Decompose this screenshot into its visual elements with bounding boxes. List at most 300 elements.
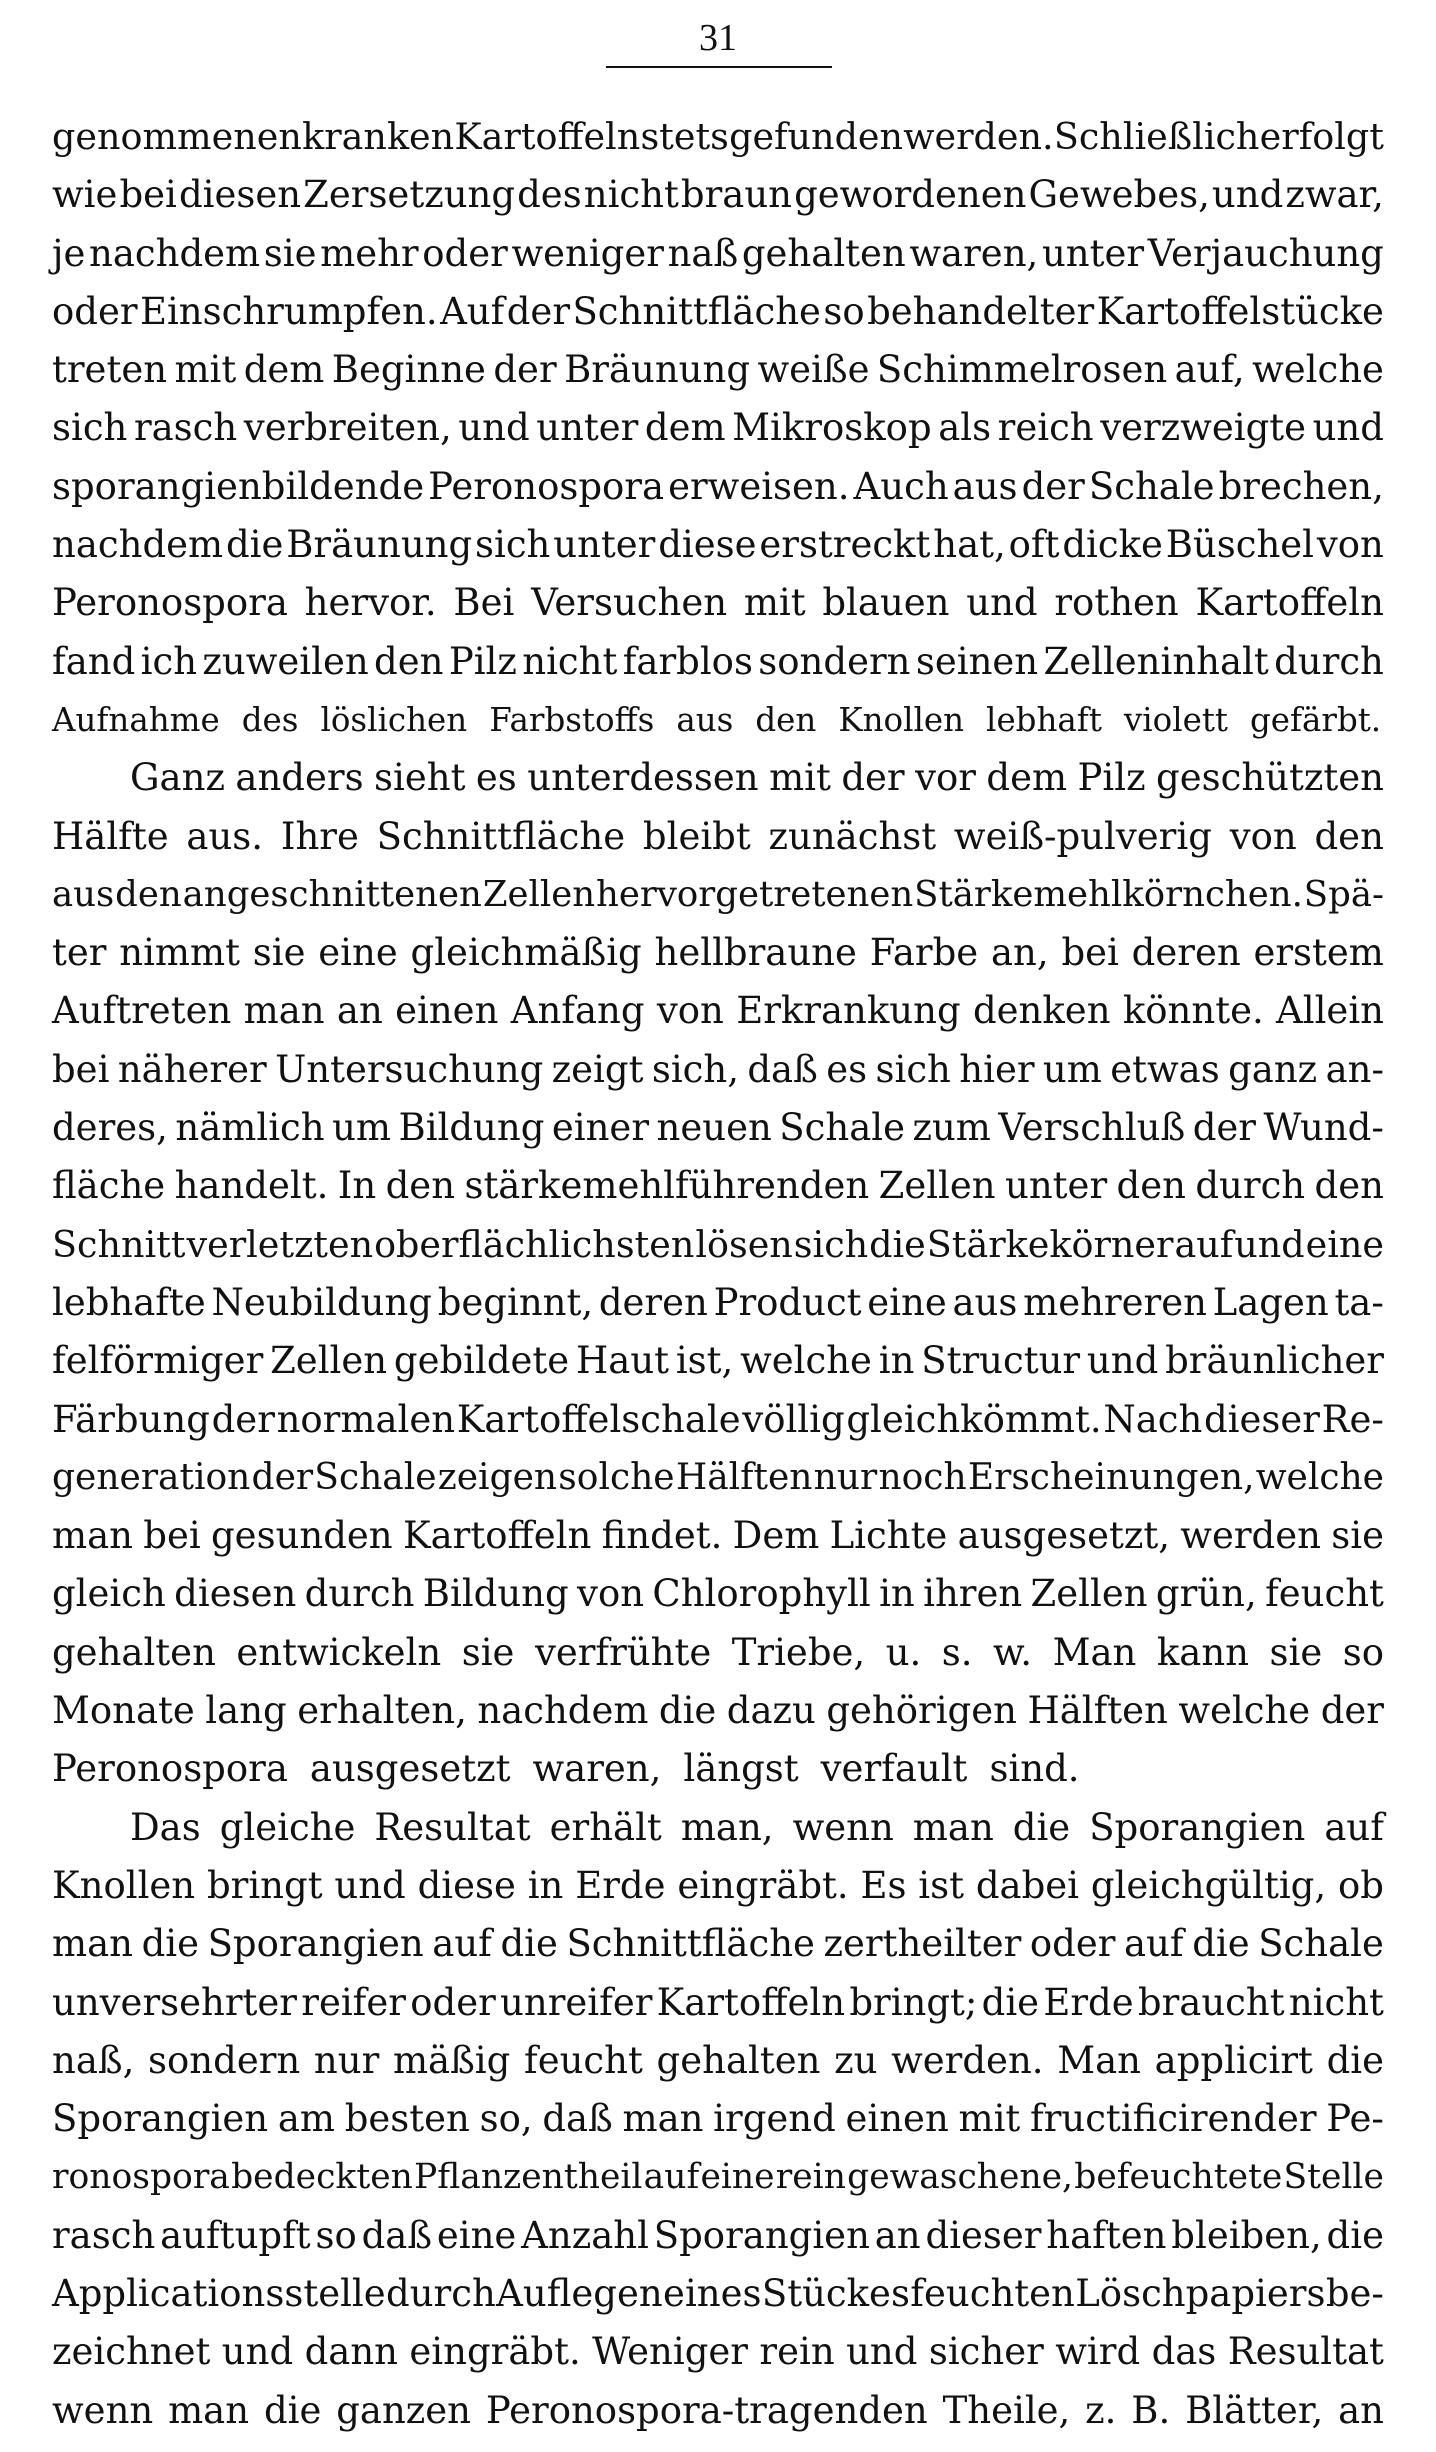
text-line — [52, 691, 1384, 749]
word: wenn — [792, 1805, 894, 1849]
text-line — [52, 1857, 1384, 1915]
word: zu — [834, 2038, 878, 2082]
word: gefunden — [729, 115, 904, 158]
word: weiß-pulverig — [953, 814, 1212, 858]
word: findet. — [601, 1514, 723, 1558]
word: etwas — [1110, 1047, 1220, 1091]
text-line — [52, 1915, 1384, 1973]
word: rasch — [133, 406, 238, 450]
word: Re- — [1321, 1397, 1384, 1441]
word: violett — [1123, 700, 1228, 739]
word: zeigt — [551, 1047, 644, 1091]
word: zeigen — [437, 1456, 558, 1498]
word: um — [332, 1106, 392, 1150]
word: bleibt — [642, 814, 751, 858]
word: Pilz — [1077, 756, 1146, 800]
word: entwickeln — [236, 1630, 442, 1674]
word: solche — [558, 1456, 675, 1498]
word: auf — [432, 1922, 492, 1966]
word: Einschrumpfen. — [139, 289, 438, 333]
word: gehalten — [656, 2038, 821, 2082]
word: auf — [1174, 1222, 1234, 1266]
word: unreifer — [500, 1980, 653, 2024]
word: die — [658, 1689, 717, 1733]
word: Sporangien — [1089, 1805, 1306, 1849]
word: diesen — [178, 173, 302, 217]
word: dem — [986, 756, 1068, 800]
word: ist, — [675, 1339, 734, 1383]
word: Zellen — [1030, 1572, 1148, 1616]
word: unversehrter — [52, 1980, 297, 2024]
word: hier — [959, 1047, 1035, 1091]
word: gewordenen — [794, 173, 1027, 217]
word: Allein — [1276, 989, 1384, 1033]
word: die — [225, 523, 284, 567]
word: Chlorophyll — [652, 1572, 871, 1616]
word: eine — [867, 1280, 947, 1324]
word: so — [315, 2213, 357, 2257]
word: oder — [52, 289, 138, 333]
text-line — [52, 1449, 1384, 1507]
word: wenn — [52, 2388, 154, 2432]
word: Schnittfläche — [572, 289, 821, 333]
text-line — [52, 1332, 1384, 1390]
word: man — [52, 1514, 133, 1558]
word: braun — [680, 173, 792, 217]
word: Anzahl — [521, 2213, 649, 2257]
word: lösen — [695, 1222, 793, 1266]
word: erhalten, — [297, 1689, 467, 1733]
word: sie — [461, 1630, 515, 1674]
text-line — [52, 924, 1384, 982]
word: Applicationsstelle — [52, 2271, 386, 2315]
word: unter — [1041, 231, 1145, 275]
text-line — [52, 1274, 1384, 1332]
word: verzweigte — [1100, 406, 1307, 450]
word: hervorgetretenen — [595, 873, 914, 915]
word: generation — [52, 1456, 251, 1498]
word: bei — [1061, 931, 1119, 975]
text-line — [52, 2265, 1384, 2323]
word: zum — [912, 1106, 991, 1150]
word: Auf — [440, 289, 505, 333]
text-line — [52, 749, 1384, 807]
text-line — [52, 1041, 1384, 1099]
text-line — [52, 2323, 1384, 2381]
word: zeichnet — [52, 2330, 211, 2374]
word: die — [1192, 1922, 1250, 1966]
word: mehreren — [1023, 1280, 1207, 1324]
text-line — [52, 108, 1384, 166]
word: Peronospora — [52, 1747, 288, 1791]
word: Es — [860, 1863, 907, 1907]
word: haften — [1046, 2213, 1167, 2257]
word: mit — [958, 2097, 1021, 2141]
word: zuweilen — [202, 639, 369, 683]
text-line — [52, 982, 1384, 1040]
word: Schale — [314, 1456, 437, 1498]
word: Wund- — [1263, 1106, 1384, 1150]
word: Neubildung — [211, 1280, 432, 1324]
word: von — [577, 1572, 645, 1616]
word: mit — [174, 348, 237, 392]
word: werden. — [891, 2038, 1044, 2082]
word: Zellen — [482, 873, 596, 915]
word: Triebe, — [731, 1630, 866, 1674]
word: feucht — [524, 2038, 643, 2082]
word: den — [385, 1164, 456, 1208]
text-line — [52, 283, 1384, 341]
word: sicher — [928, 2330, 1044, 2374]
word: weiße — [757, 348, 870, 392]
word: Kartoffelschale — [456, 1397, 741, 1441]
text-line — [52, 2090, 1384, 2148]
word: nur — [813, 1456, 878, 1498]
word: Blätter, — [1185, 2388, 1324, 2432]
word: s. — [941, 1630, 973, 1674]
word: Resultat — [374, 1805, 531, 1849]
word: daß — [542, 2097, 613, 2141]
word: nicht — [1288, 1980, 1384, 2024]
word: deren — [598, 1280, 708, 1324]
word: Kartoffeln — [402, 1514, 592, 1558]
text-line — [52, 866, 1384, 924]
word: bei — [143, 1514, 201, 1558]
word: Auch — [853, 464, 949, 508]
text-line — [52, 166, 1384, 224]
word: welche — [1178, 1689, 1311, 1733]
text-line — [52, 1624, 1384, 1682]
word: durch — [304, 1572, 415, 1616]
word: Färbung — [52, 1397, 210, 1441]
word: lebhafte — [52, 1280, 206, 1324]
word: es — [475, 756, 517, 800]
word: z. — [1085, 2388, 1117, 2432]
word: fructificirender — [1030, 2097, 1317, 2141]
word: weniger — [511, 231, 664, 275]
word: Bei — [453, 581, 515, 625]
word: bei — [119, 173, 177, 217]
word: Theile, — [942, 2388, 1071, 2432]
word: erstreckt — [759, 523, 931, 567]
word: Peronospora — [52, 581, 288, 625]
word: ta- — [1334, 1280, 1384, 1324]
word: Knollen — [52, 1863, 196, 1907]
text-line — [52, 225, 1384, 283]
word: wird — [1055, 2330, 1141, 2374]
word: nimmt — [119, 931, 240, 975]
word: Auflegen — [496, 2271, 663, 2315]
text-line — [52, 633, 1384, 691]
word: diesen — [174, 1572, 297, 1616]
word: welche — [1252, 348, 1384, 392]
word: kranken — [302, 115, 455, 158]
word: aus — [952, 464, 1018, 508]
text-line — [52, 458, 1384, 516]
word: ter — [52, 931, 107, 975]
word: Haut — [576, 1339, 670, 1383]
word: gehalten — [52, 1630, 216, 1674]
text-line — [52, 1216, 1384, 1274]
word: ihren — [923, 1572, 1023, 1616]
word: Löschpapiers — [1075, 2271, 1326, 2315]
word: grün, — [1155, 1572, 1257, 1616]
word: irgend — [713, 2097, 836, 2141]
word: um — [1042, 1047, 1102, 1091]
text-line — [52, 1507, 1384, 1565]
word: von — [656, 989, 724, 1033]
word: Stückes — [761, 2271, 910, 2315]
word: so, — [479, 2097, 533, 2141]
word: Erscheinungen, — [967, 1456, 1255, 1498]
text-line — [52, 1099, 1384, 1157]
word: es — [826, 1047, 868, 1091]
word: werden. — [903, 115, 1054, 158]
word: unterdessen — [527, 756, 759, 800]
word: der — [506, 289, 571, 333]
word: die — [263, 2388, 322, 2432]
word: zunächst — [768, 814, 937, 858]
word: dem — [644, 406, 726, 450]
word: mit — [743, 581, 806, 625]
word: auf, — [1174, 348, 1245, 392]
word: besten — [344, 2097, 470, 2141]
word: brechen, — [1218, 464, 1384, 508]
word: nachdem — [89, 231, 261, 275]
text-line — [52, 1740, 1384, 1798]
word: eingräbt. — [677, 1863, 849, 1907]
word: Zellen — [270, 1339, 388, 1383]
word: einen — [395, 989, 499, 1033]
word: der — [493, 348, 557, 392]
word: Lichte — [829, 1514, 948, 1558]
word: bleiben, — [1171, 2213, 1322, 2257]
word: Man — [1052, 1630, 1137, 1674]
word: und — [1312, 406, 1384, 450]
word: u. — [885, 1630, 922, 1674]
word: Beginne — [331, 348, 486, 392]
word: waren, — [909, 231, 1039, 275]
word: Ganz — [130, 756, 225, 800]
word: Spä- — [1303, 873, 1384, 915]
word: erfolgt — [1259, 115, 1384, 158]
word: Verjauchung — [1147, 231, 1384, 275]
word: stärkemehlführenden — [464, 1164, 870, 1208]
paragraph — [52, 1799, 1384, 2440]
word: sich — [875, 1047, 951, 1091]
word: naß, — [52, 2038, 135, 2082]
word: sie — [1331, 1514, 1384, 1558]
text-line — [52, 399, 1384, 457]
word: die — [500, 1922, 558, 1966]
word: Pilz — [448, 639, 517, 683]
word: neuen — [656, 1106, 772, 1150]
word: man — [622, 2097, 704, 2141]
word: Peronospora — [428, 464, 665, 508]
word: treten — [52, 348, 168, 392]
word: daß — [361, 2213, 433, 2257]
word: auf — [1124, 1922, 1184, 1966]
word: oberflächlichsten — [374, 1222, 695, 1266]
word: nachdem — [52, 523, 224, 567]
word: vor — [915, 756, 976, 800]
word: deren — [1131, 931, 1241, 975]
word: Gewebes, — [1028, 173, 1210, 217]
word: fand — [52, 639, 136, 683]
word: Aufnahme — [52, 700, 220, 739]
word: den — [115, 873, 182, 915]
word: unter — [1005, 1164, 1108, 1208]
word: deres, — [52, 1106, 168, 1150]
word: lebhaft — [986, 700, 1102, 739]
word: mit — [769, 756, 831, 800]
word: erstem — [1253, 931, 1384, 975]
word: Pe- — [1326, 2097, 1384, 2141]
word: denken — [972, 989, 1111, 1033]
word: des — [517, 173, 582, 217]
word: befeuchtete — [1074, 2157, 1283, 2198]
word: den — [755, 700, 817, 739]
word: unter — [553, 523, 656, 567]
word: man — [168, 2388, 250, 2432]
word: in — [879, 1572, 915, 1616]
word: noch — [878, 1456, 967, 1498]
word: waren, — [532, 1747, 662, 1791]
word: daß — [747, 1047, 818, 1091]
word: Schließlich — [1053, 115, 1260, 158]
word: aus. — [186, 814, 264, 858]
word: dann — [304, 2330, 398, 2374]
word: Kartoffeln — [454, 115, 641, 158]
word: an — [874, 2213, 921, 2257]
word: den — [374, 639, 444, 683]
word: eine — [436, 2213, 517, 2257]
word: des — [241, 700, 299, 739]
word: und — [1211, 173, 1284, 217]
word: dem — [243, 348, 325, 392]
word: Farbe — [869, 931, 979, 975]
word: dieser — [1203, 1397, 1320, 1441]
word: In — [337, 1164, 377, 1208]
word: Stelle — [1283, 2157, 1384, 2198]
word: ronospora — [52, 2157, 230, 2198]
word: der — [211, 1397, 275, 1441]
word: Versuchen — [531, 581, 728, 625]
word: so — [1342, 1630, 1384, 1674]
text-line — [52, 808, 1384, 866]
word: Kartoffeln — [656, 1980, 846, 2024]
word: Schale — [1258, 1922, 1384, 1966]
text-line — [52, 2032, 1384, 2090]
word: Resultat — [1227, 2330, 1384, 2374]
word: feucht — [1265, 1572, 1384, 1616]
word: Hälften — [675, 1456, 813, 1498]
word: bräunlicher — [1165, 1339, 1384, 1383]
word: einer — [551, 1106, 650, 1150]
word: Pflanzentheil — [414, 2157, 643, 2198]
word: Weniger — [592, 2330, 748, 2374]
word: ganz — [1228, 1047, 1318, 1091]
word: ist — [918, 1863, 964, 1907]
word: Bildung — [422, 1572, 569, 1616]
word: Schnittfläche — [376, 814, 626, 858]
word: ausgesetzt — [309, 1747, 511, 1791]
word: verbreiten, — [243, 406, 452, 450]
word: zwar, — [1285, 173, 1384, 217]
word: Anfang — [510, 989, 645, 1033]
word: näherer — [117, 1047, 267, 1091]
word: Das — [130, 1805, 201, 1849]
word: gewaschene, — [847, 2157, 1074, 2198]
word: Kartoffelstücke — [1096, 289, 1384, 333]
word: verfrühte — [534, 1630, 712, 1674]
word: mehr — [320, 231, 419, 275]
word: bringt — [206, 1863, 323, 1907]
word: durch — [1195, 1164, 1306, 1208]
word: einen — [845, 2097, 949, 2141]
word: Schimmelrosen — [876, 348, 1168, 392]
word: man — [243, 989, 325, 1033]
text-line — [52, 2207, 1384, 2265]
word: sich, — [651, 1047, 739, 1091]
word: Bräunung — [286, 523, 473, 567]
word: je — [52, 231, 86, 275]
word: nur — [313, 2038, 380, 2082]
word: Dem — [732, 1514, 820, 1558]
word: man — [912, 1805, 994, 1849]
word: sich — [793, 1222, 869, 1266]
text-line — [52, 2382, 1384, 2440]
word: Bildung — [398, 1106, 545, 1150]
word: felförmiger — [52, 1339, 264, 1383]
word: zertheilter — [823, 1922, 1022, 1966]
word: feuchten — [910, 2271, 1075, 2315]
word: durch — [1274, 639, 1384, 683]
word: sie — [263, 231, 317, 275]
word: Ihre — [280, 814, 359, 858]
word: den — [1314, 814, 1384, 858]
word: Monate — [52, 1689, 195, 1733]
word: oder — [422, 231, 508, 275]
word: an- — [1325, 1047, 1384, 1091]
word: rein — [775, 2157, 846, 2198]
word: unter — [536, 406, 639, 450]
word: Structur — [921, 1339, 1081, 1383]
word: und — [1234, 1222, 1305, 1266]
word: Kartoffeln — [1195, 581, 1384, 625]
word: und — [846, 2330, 918, 2374]
word: w. — [993, 1630, 1033, 1674]
word: lang — [205, 1689, 287, 1733]
word: der — [1192, 1106, 1256, 1150]
text-line — [52, 341, 1384, 399]
word: Product — [713, 1280, 862, 1324]
word: handelt. — [174, 1164, 329, 1208]
word: so — [823, 289, 865, 333]
word: Hälften — [1027, 1689, 1168, 1733]
word: auf — [643, 2157, 700, 2198]
word: farblos — [622, 639, 753, 683]
word: auftupft — [160, 2213, 311, 2257]
word: sondern — [148, 2038, 301, 2082]
word: gehalten — [741, 231, 906, 275]
word: in — [878, 1339, 915, 1383]
word: Mikroskop — [732, 406, 932, 450]
word: eines — [663, 2271, 762, 2315]
word: Schale — [1088, 464, 1215, 508]
word: verfault — [820, 1747, 968, 1791]
word: Schale — [779, 1106, 905, 1150]
